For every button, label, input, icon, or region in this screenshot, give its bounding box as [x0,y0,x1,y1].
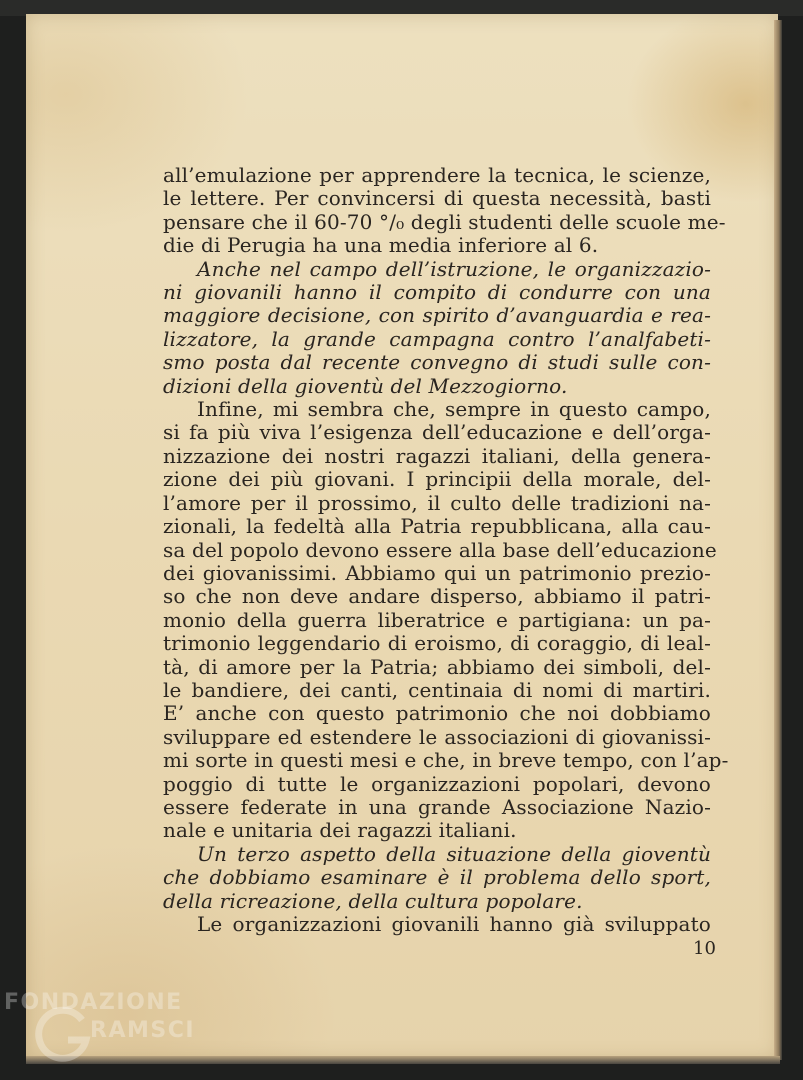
paragraph [163,913,711,936]
text-line: sa del popolo devono essere alla base dell’educazione [163,537,717,562]
text-line: lizzatore, la grande campagna contro l’analfabeti- [163,326,711,351]
text-line: E’ anche con questo patrimonio che noi dobbiamo [163,701,711,726]
text-line: maggiore decisione, con spirito d’avanguardia e rea- [163,303,711,328]
text-line: tà, di amore per la Patria; abbiamo dei simboli, del- [163,654,711,679]
text-line: trimonio leggendario di eroismo, di coraggio, di leal- [163,631,711,656]
text-line: ni giovanili hanno il compito di condurre con una [163,280,711,305]
text-line: della ricreazione, della cultura popolare. [163,888,583,913]
text-line: Le organizzazioni giovanili hanno già sviluppato [197,912,711,936]
text-line: nizzazione dei nostri ragazzi italiani, della genera- [163,443,711,468]
text-line: Infine, mi sembra che, sempre in questo campo, [197,397,711,422]
book-page [26,14,778,1060]
paragraph [163,163,726,258]
text-line: pensare che il 60-70 °/₀ degli studenti delle scuole me- [163,209,726,234]
text-line: essere federate in una grande Associazione Nazio- [163,794,711,819]
watermark-line-1: FONDAZIONE [4,990,183,1015]
fondazione-gramsci-watermark [4,990,204,1070]
watermark-line-2: RAMSCI [90,1018,196,1043]
text-line: le lettere. Per convincersi di questa necessità, basti [163,186,711,211]
text-line: smo posta dal recente convegno di studi sulle con- [163,350,711,375]
text-line: all’emulazione per apprendere la tecnica, le scienze, [163,163,711,187]
text-line: zionali, la fedeltà alla Patria repubblicana, alla cau- [163,514,711,539]
text-line: le bandiere, dei canti, centinaia di nomi di martiri. [163,677,711,702]
page-edge [774,20,782,1060]
text-line: poggio di tutte le organizzazioni popolari, devono [163,771,711,796]
text-line: sviluppare ed estendere le associazioni di giovanissi- [163,724,711,749]
text-line: si fa più viva l’esigenza dell’educazione e dell’orga- [163,420,711,445]
text-line: Anche nel campo dell’istruzione, le organizzazio- [197,256,711,281]
text-line: nale e unitaria dei ragazzi italiani. [163,818,517,843]
text-line: zione dei più giovani. I principii della morale, del- [163,467,711,492]
paragraph [163,843,711,913]
text-line: dizioni della gioventù del Mezzogiorno. [163,373,568,398]
text-line: l’amore per il prossimo, il culto delle tradizioni na- [163,490,711,515]
text-line: monio della guerra liberatrice e partigiana: un pa- [163,607,711,632]
text-line: Un terzo aspetto della situazione della gioventù [197,841,711,866]
text-line: so che non deve andare disperso, abbiamo il patri- [163,584,711,609]
text-line: che dobbiamo esaminare è il problema dello sport, [163,865,711,890]
paragraph [163,258,711,398]
page-text [163,163,729,936]
text-line: mi sorte in questi mesi e che, in breve tempo, con l’ap- [163,748,729,773]
text-line: dei giovanissimi. Abbiamo qui un patrimonio prezio- [163,560,711,585]
paragraph [163,397,729,843]
page-number: 10 [693,938,716,959]
text-line: die di Perugia ha una media inferiore al 6. [163,233,599,258]
